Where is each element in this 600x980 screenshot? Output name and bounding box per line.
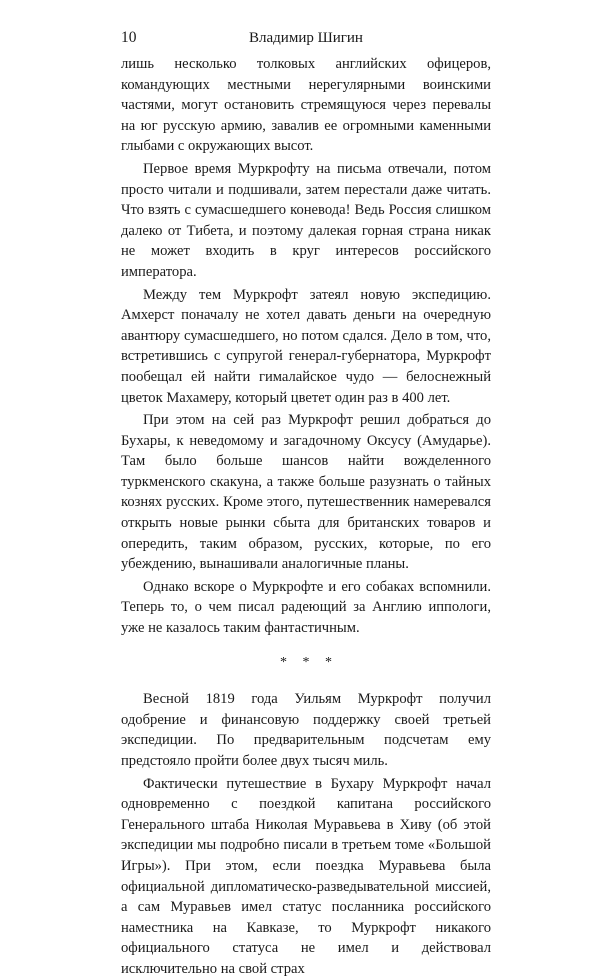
paragraph: Между тем Муркрофт затеял новую экспедицию. Амхерст поначалу не хотел давать деньги на очередную авантюру сумасшедшего, но потом сдался. Дело в том, что, встретившись с супругой генерал-губернатора, Муркрофт пообещал ей найти гималайское чудо — белоснежный цветок Махамеру, который цветет один раз в 400 лет. — [121, 286, 491, 406]
page-number: 10 — [121, 29, 137, 46]
paragraph: Однако вскоре о Муркрофте и его собаках вспомнили. Теперь то, о чем писал радеющий за Англию иппологи, уже не казалось таким фантастичным. — [121, 578, 491, 637]
page-body — [121, 54, 491, 980]
paragraph: При этом на сей раз Муркрофт решил добраться до Бухары, к неведомому и загадочному Оксусу (Амударье). Там было больше шансов найти вожделенного туркменского скакуна, а также больше разузнать о тайных кознях русских. Кроме этого, путешественник намеревался открыть новые рынки сбыта для британских товаров и опередить, таким образом, русских, которые, по его убеждению, вынашивали аналогичные планы. — [121, 412, 491, 573]
paragraph: Фактически путешествие в Бухару Муркрофт начал одновременно с поездкой капитана российского Генерального штаба Николая Муравьева в Хиву (об этой экспедиции мы подробно писали в третьем томе «Большой Игры»). При этом, если поездка Муравьева была официальной дипломатическо-разведывательной миссией, а сам Муравьев имел статус посланника российского наместника на Кавказе, то Муркрофт никакого официального статуса не имел и действовал исключительно на свой страх — [121, 775, 491, 977]
running-title: Владимир Шигин — [249, 30, 363, 46]
paragraph: лишь несколько толковых английских офицеров, командующих местными нерегулярными воинскими частями, могут остановить стремящуюся через перевалы на юг русскую армию, завалив ее огромными каменными глыбами с окружающих высот. — [121, 56, 491, 155]
paragraph: Весной 1819 года Уильям Муркрофт получил одобрение и финансовую поддержку своей третьей экспедиции. По предварительным подсчетам ему предстояло пройти более двух тысяч миль. — [121, 691, 491, 769]
page-header — [121, 28, 491, 50]
section-separator: * * * — [280, 654, 338, 670]
paragraph: Первое время Муркрофту на письма отвечали, потом просто читали и подшивали, затем перестали даже читать. Что взять с сумасшедшего коневода! Ведь Россия слишком далеко от Тибета, и поэтому далекая горная страна никак не может входить в круг интересов российского императора. — [121, 160, 491, 280]
